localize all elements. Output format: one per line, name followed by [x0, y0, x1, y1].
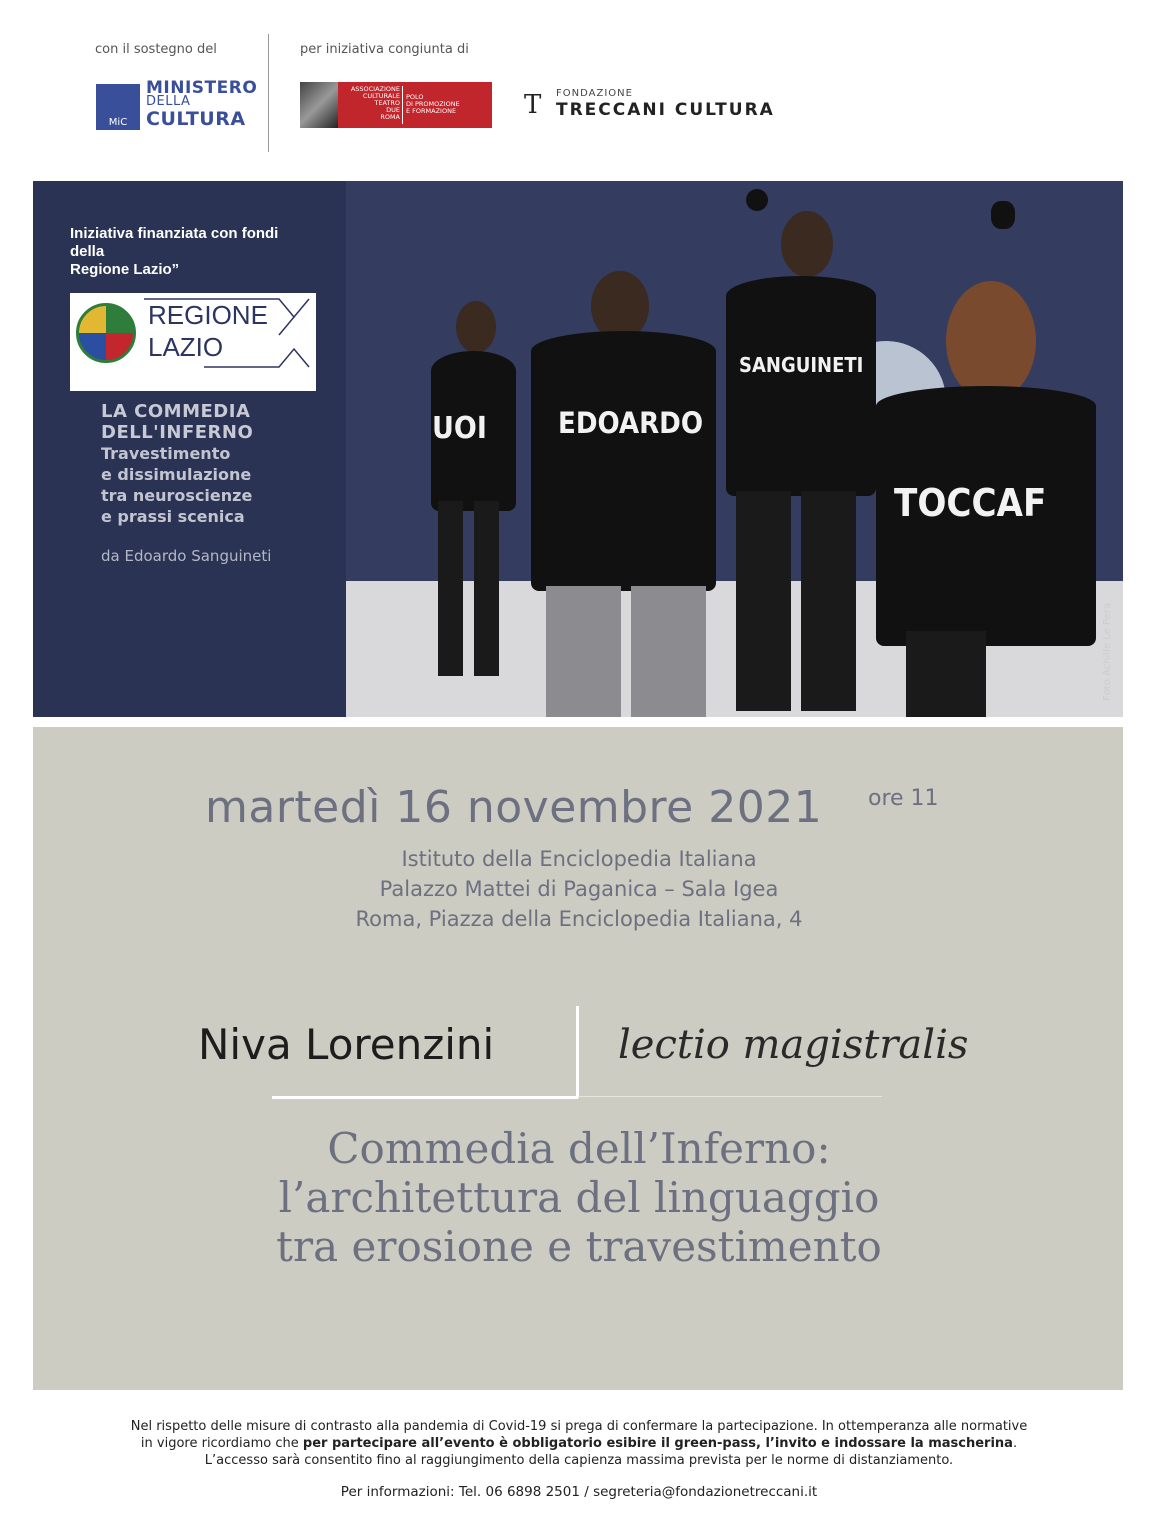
polo-line: POLO — [406, 93, 424, 101]
contact-info: Per informazioni: Tel. 06 6898 2501 / segreteria@fondazionetreccani.it — [340, 1484, 818, 1500]
hero-banner — [33, 181, 1123, 717]
ministero-logo-icon: MiC — [96, 84, 140, 130]
associazione-line: DUE — [386, 106, 400, 114]
shirt-text-4: TOCCAF — [894, 481, 1047, 525]
associazione-photo — [300, 82, 338, 128]
show-title: LA COMMEDIA DELL'INFERNO — [101, 401, 254, 443]
speaker-underline — [272, 1096, 578, 1099]
treccani-logo-icon: T — [524, 90, 542, 120]
hero-photo — [346, 181, 1123, 717]
associazione-line: CULTURALE — [362, 92, 400, 100]
shirt-text-3: SANGUINETI — [739, 353, 864, 377]
regione-lazio-logo: REGIONE LAZIO — [70, 293, 316, 391]
hero-text-panel — [33, 181, 346, 717]
event-time: ore 11 — [868, 786, 939, 811]
associazione-name — [342, 86, 400, 121]
shirt-text-2: EDOARDO — [558, 406, 704, 440]
photo-credit: Foto Achille Le Pera — [1102, 603, 1113, 701]
treccani-small-label: FONDAZIONE — [556, 88, 633, 99]
speaker-divider — [576, 1006, 579, 1098]
polo-line: E FORMAZIONE — [406, 107, 457, 115]
event-date: martedì 16 novembre 2021 — [205, 782, 823, 833]
lecture-format: lectio magistralis — [618, 1022, 969, 1068]
polo-name — [406, 94, 486, 115]
associazione-teatro-logo — [300, 82, 492, 128]
speaker-name: Niva Lorenzini — [198, 1020, 495, 1069]
financing-note: Iniziativa finanziata con fondi della Regione Lazio” — [70, 225, 279, 278]
format-underline — [578, 1096, 882, 1097]
show-author: da Edoardo Sanguineti — [101, 547, 272, 565]
header-divider — [268, 34, 269, 152]
initiative-label: per iniziativa congiunta di — [300, 42, 469, 57]
show-subtitle: Travestimento e dissimulazione tra neuroscienze e prassi scenica — [101, 444, 253, 526]
associazione-line: ASSOCIAZIONE — [350, 85, 400, 93]
associazione-line: TEATRO — [374, 99, 400, 107]
ministero-logo-text: MINISTERO DELLA CULTURA — [146, 78, 258, 130]
support-label: con il sostegno del — [95, 42, 217, 57]
event-venue: Istituto della Enciclopedia Italiana Palazzo Mattei di Paganica – Sala Igea Roma, Piazza della Enciclopedia Italiana, 4 — [355, 847, 803, 931]
associazione-line: ROMA — [380, 113, 400, 121]
covid-notice: Nel rispetto delle misure di contrasto alla pandemia di Covid-19 si prega di confermare la partecipazione. In ottemperanza alle normative in vigore ricordiamo che per partecipare all’evento è obbligatorio esibire il green-pass, l’invito e indossare la mascherina. L’accesso sarà consentito fino al raggiungimento della capienza massima prevista per le norme di distanziamento. — [130, 1419, 1028, 1468]
show-title-block — [101, 401, 271, 565]
lazio-crest-icon — [76, 303, 136, 363]
lecture-title: Commedia dell’Inferno: l’architettura del linguaggio tra erosione e travestimento — [276, 1124, 882, 1271]
polo-line: DI PROMOZIONE — [406, 100, 460, 108]
shirt-text-1: UOI — [432, 411, 487, 446]
treccani-name: TRECCANI CULTURA — [556, 100, 775, 120]
